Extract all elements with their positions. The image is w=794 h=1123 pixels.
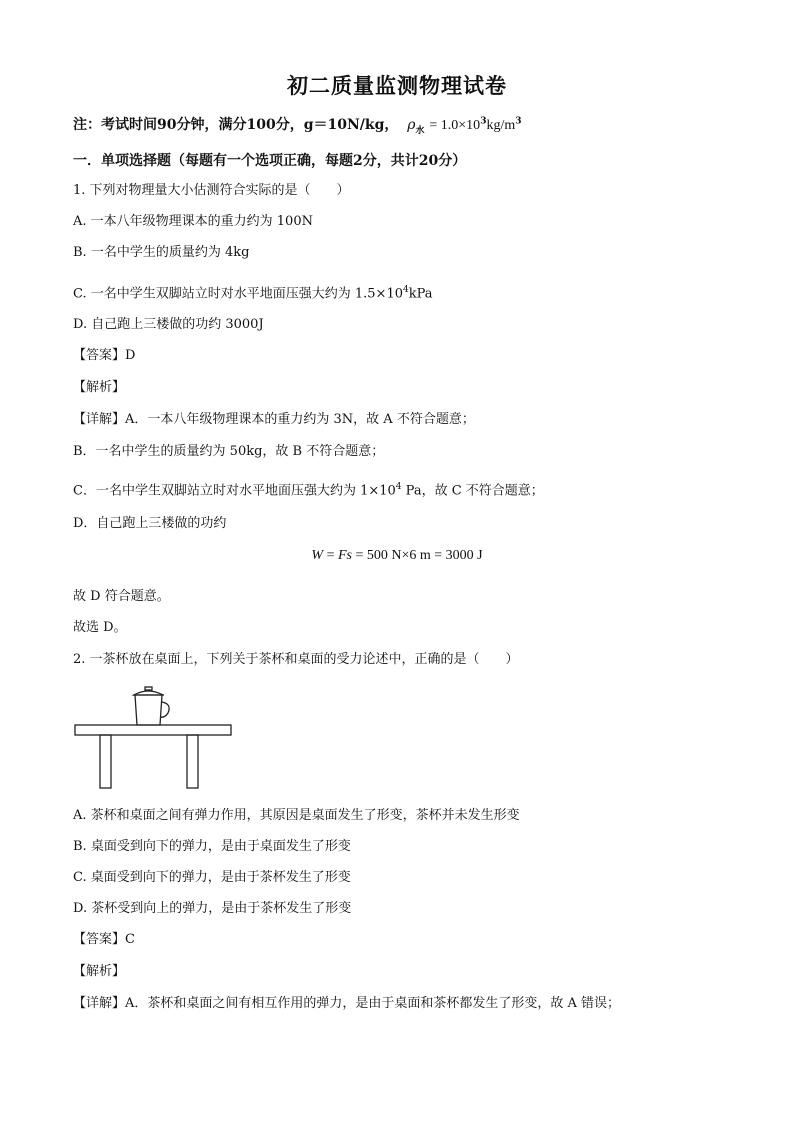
formula-fs: Fs (337, 548, 352, 563)
q1-answer: 【答案】D (73, 348, 136, 363)
q1-option-c (73, 281, 433, 303)
q2-option-b: B. 桌面受到向下的弹力，是由于桌面发生了形变 (73, 839, 351, 854)
q2-stem: 2. 一茶杯放在桌面上，下列关于茶杯和桌面的受力论述中，正确的是（ ） (73, 652, 519, 667)
q2-detail-a: 【详解】A．茶杯和桌面之间有相互作用的弹力，是由于桌面和茶杯都发生了形变，故 A 错误； (73, 996, 621, 1011)
page-title: 初二质量监测物理试卷 (287, 73, 507, 98)
rho-value: = 1.0×10 (429, 118, 481, 133)
q1-option-d: D. 自己跑上三楼做的功约 3000J (73, 317, 264, 332)
cup-lid-knob (145, 687, 152, 690)
rho-unit: kg/m (486, 118, 516, 133)
q1-analysis: 【解析】 (73, 380, 126, 395)
rho-symbol: ρ (407, 117, 416, 133)
q1-option-c-text: C. 一名中学生双脚站立时对水平地面压强大约为 1.5×10 (73, 286, 403, 302)
exam-note (73, 114, 522, 136)
q1-option-a: A. 一本八年级物理课本的重力约为 100N (73, 214, 313, 229)
formula-eq: = (323, 548, 338, 563)
q1-stem: 1. 下列对物理量大小估测符合实际的是（ ） (73, 183, 350, 198)
q1-detail-c-text: C．一名中学生双脚站立时对水平地面压强大约为 1×10 (73, 483, 396, 499)
q1-detail-c-tail: Pa，故 C 不符合题意； (401, 483, 544, 499)
q1-detail-c (73, 478, 544, 500)
q1-detail-a: 【详解】A．一本八年级物理课本的重力约为 3N，故 A 不符合题意； (73, 412, 475, 427)
section-heading: 一．单项选择题（每题有一个选项正确，每题2分，共计20分） (73, 153, 467, 169)
q2-option-d: D. 茶杯受到向上的弹力，是由于茶杯发生了形变 (73, 901, 352, 916)
q1-option-b: B. 一名中学生的质量约为 4kg (73, 245, 250, 260)
formula-w: W (311, 548, 324, 563)
formula-rhs: = 500 N×6 m = 3000 J (351, 548, 483, 563)
table-leg-left (100, 735, 111, 788)
table-top (75, 725, 231, 735)
rho-subscript: 水 (415, 125, 425, 136)
q2-analysis: 【解析】 (73, 964, 126, 979)
q1-detail-d: D．自己跑上三楼做的功约 (73, 516, 227, 531)
q1-conclusion: 故 D 符合题意。 (73, 589, 170, 604)
q2-option-a: A. 茶杯和桌面之间有弹力作用，其原因是桌面发生了形变，茶杯并未发生形变 (73, 808, 520, 823)
q2-option-c: C. 桌面受到向下的弹力，是由于茶杯发生了形变 (73, 870, 351, 885)
teacup-on-table-figure (74, 684, 234, 790)
q1-detail-c-exp: 4 (395, 482, 402, 492)
work-formula (0, 548, 794, 564)
cup-body (135, 695, 162, 725)
note-text: 注：考试时间90分钟，满分100分，g＝10N/kg， (73, 117, 399, 133)
q2-answer: 【答案】C (73, 932, 135, 947)
table-leg-right (187, 735, 198, 788)
q1-choice: 故选 D。 (73, 620, 127, 635)
rho-unit-exponent: 3 (515, 116, 522, 127)
rho-exponent: 3 (480, 116, 487, 127)
q1-detail-b: B．一名中学生的质量约为 50kg，故 B 不符合题意； (73, 444, 385, 459)
q1-option-c-unit: kPa (408, 286, 433, 302)
q1-option-c-exp: 4 (403, 285, 409, 295)
